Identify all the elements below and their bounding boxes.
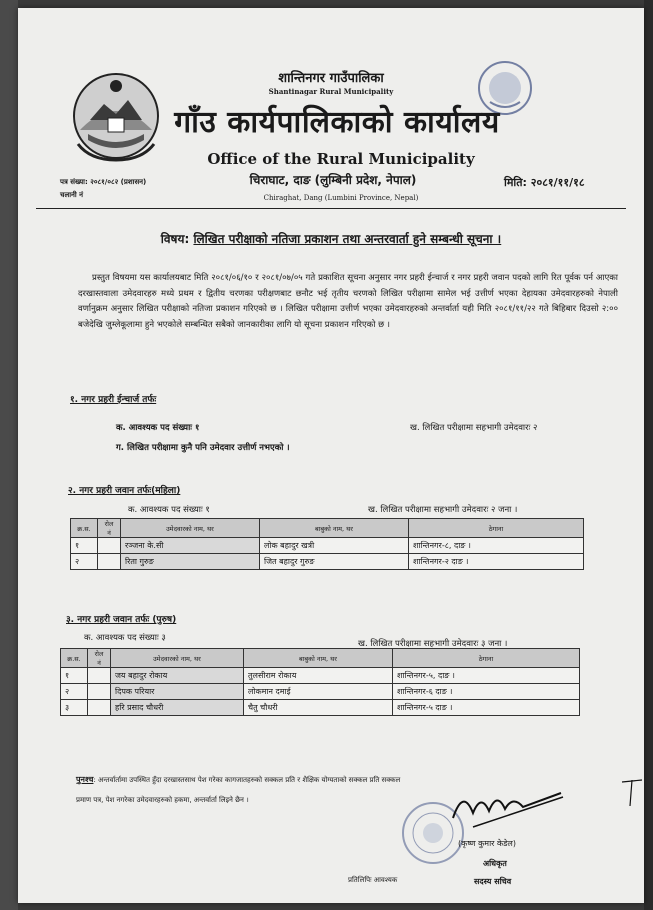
document-page bbox=[18, 8, 644, 903]
signatory-name: (कृष्ण कुमार केडेल) bbox=[458, 839, 516, 848]
cell-candidate: रञ्जना के.सी bbox=[121, 538, 260, 554]
letter-date: मिति: २०८१/११/१८ bbox=[504, 176, 585, 189]
body-paragraph: प्रस्तुत विषयमा यस कार्यालयबाट मिति २०८१/०६/१० र २०८१/०७/०५ गते प्रकाशित सूचना अनुसार नगर प्रहरी ईन्चार्ज र नगर प्रहरी जवान पदको लागि रित पूर्वक पर्न आएका दरखास्तवाला उमेदवारहरु मध्ये प्रथम र द्वितीय चरणका परीक्षणबाट छनौट भई तृतीय चरणको लिखित परीक्षामा सामेल भई उत्तीर्ण भएका देहायका उमेदवारहरुको नेपाली वर्णानुक्रम अनुसार लिखित परीक्षाको नतिजा प्रकाशन गरिएको छ । लिखित परीक्षामा उत्तीर्ण भएका उमेदवारहरुको अन्तर्वार्ता यही मिति २०८१/११/२२ गते बिहिबार दिउसो २:०० बजेदेखि जुम्लेकूलामा हुने भएकोले सम्बन्धित सबैको जानकारीका लागि यो सूचना प्रकाशन गरिएको छ । bbox=[78, 273, 618, 330]
signature-icon bbox=[443, 783, 573, 833]
section-3-table bbox=[60, 648, 580, 716]
postscript-text-2: प्रमाण पत्र, पेश नगरेका उमेदवारहरुको हकमा, अन्तर्वार्ता लिइने छैन । bbox=[76, 796, 249, 804]
cell-serial: १ bbox=[71, 538, 98, 554]
cell-address: शान्तिनगर-६ दाङ । bbox=[393, 684, 580, 700]
table-row bbox=[71, 554, 584, 570]
signatory-role-2: सदस्य सचिव bbox=[474, 877, 512, 886]
cell-roll bbox=[98, 538, 121, 554]
col-roll: रोल नं bbox=[88, 649, 111, 668]
dispatch-number: चलानी नं bbox=[60, 191, 84, 199]
col-father: बाबुको नाम, थर bbox=[260, 519, 409, 538]
section-2-table bbox=[70, 518, 584, 570]
subject-line bbox=[18, 230, 644, 247]
postscript-text-1: : अन्तर्वार्तामा उपस्थित हुँदा दरखास्तसाथ पेश गरेका कागजातहरुको सक्कल प्रति र शैक्षिक योग्यताको सक्कल प्रति सक्कल bbox=[93, 776, 401, 784]
section-2-participants: ख. लिखित परीक्षामा सहभागी उमेदवारः २ जना । bbox=[368, 505, 518, 515]
cell-father: चैतु चौधरी bbox=[244, 700, 393, 716]
table-row bbox=[61, 700, 580, 716]
cell-address: शान्तिनगर-५, दाङ । bbox=[393, 668, 580, 684]
section-2-required: क. आवश्यक पद संख्याः १ bbox=[128, 505, 210, 515]
section-1-participants: ख. लिखित परीक्षामा सहभागी उमेदवारः २ bbox=[410, 423, 538, 433]
col-roll: रोल नं bbox=[98, 519, 121, 538]
postscript-lead: पुनश्च bbox=[76, 775, 94, 784]
header-divider bbox=[36, 208, 626, 209]
section-1-result: ग. लिखित परीक्षामा कुनै पनि उमेदवार उत्तीर्ण नभएको । bbox=[116, 443, 290, 453]
col-address: ठेगाना bbox=[393, 649, 580, 668]
table-row bbox=[71, 538, 584, 554]
section-3-participants: ख. लिखित परीक्षामा सहभागी उमेदवारः ३ जना । bbox=[358, 639, 508, 649]
cell-serial: २ bbox=[71, 554, 98, 570]
address-en: Chiraghat, Dang (Lumbini Province, Nepal) bbox=[263, 194, 419, 202]
section-3-title: ३. नगर प्रहरी जवान तर्फः (पुरुष) bbox=[66, 615, 177, 625]
section-2-title: २. नगर प्रहरी जवान तर्फः(महिला) bbox=[68, 486, 181, 496]
col-serial: क्र.स. bbox=[61, 649, 88, 668]
cell-serial: ३ bbox=[61, 700, 88, 716]
cell-address: शान्तिनगर-५ दाङ । bbox=[393, 700, 580, 716]
section-1-required: क. आवश्यक पद संख्याः १ bbox=[116, 423, 200, 433]
reference-block bbox=[60, 176, 146, 202]
col-candidate: उमेदवारको नाम, थर bbox=[111, 649, 244, 668]
cell-address: शान्तिनगर-२ दाङ । bbox=[409, 554, 584, 570]
cell-father: जित बहादुर गुरुङ bbox=[260, 554, 409, 570]
municipality-name-en: Shantinagar Rural Municipality bbox=[268, 87, 394, 96]
subject-text: लिखित परीक्षाको नतिजा प्रकाशन तथा अन्तरवार्ता हुने सम्बन्धी सूचना । bbox=[193, 232, 502, 246]
office-title-en: Office of the Rural Municipality bbox=[207, 150, 475, 168]
col-address: ठेगाना bbox=[409, 519, 584, 538]
cell-roll bbox=[88, 700, 111, 716]
col-father: बाबुको नाम, थर bbox=[244, 649, 393, 668]
reference-number: पत्र संख्या: २०८१/०८२ (प्रशासन) bbox=[60, 178, 147, 186]
pen-mark-icon bbox=[618, 776, 644, 810]
cell-father: लोक बहादुर खत्री bbox=[260, 538, 409, 554]
background-left-edge bbox=[0, 0, 18, 910]
cell-roll bbox=[98, 554, 121, 570]
cell-father: लोकमान दमाई bbox=[244, 684, 393, 700]
municipality-name-np: शान्तिनगर गाउँपालिका bbox=[278, 71, 384, 86]
section-3-required: क. आवश्यक पद संख्याः ३ bbox=[84, 633, 166, 643]
section-1-title: १. नगर प्रहरी ईन्चार्ज तर्फः bbox=[70, 395, 157, 405]
cell-roll bbox=[88, 684, 111, 700]
cell-candidate: हरि प्रसाद चौधरी bbox=[111, 700, 244, 716]
cell-father: तुलसीराम रोकाय bbox=[244, 668, 393, 684]
table-header-row bbox=[61, 649, 580, 668]
subject-label: विषय: bbox=[160, 232, 190, 246]
office-title-np: गाँउ कार्यपालिकाको कार्यालय bbox=[174, 105, 500, 140]
col-serial: क्र.स. bbox=[71, 519, 98, 538]
cell-candidate: दिपक परियार bbox=[111, 684, 244, 700]
col-candidate: उमेदवारको नाम, थर bbox=[121, 519, 260, 538]
copy-to-label: प्रतिलिपिः आवश्यक bbox=[348, 876, 398, 884]
cell-address: शान्तिनगर-८, दाङ । bbox=[409, 538, 584, 554]
cell-candidate: रिता गुरुङ bbox=[121, 554, 260, 570]
background-right-edge bbox=[644, 0, 653, 910]
signatory-role-1: अधिकृत bbox=[483, 859, 507, 868]
table-row bbox=[61, 668, 580, 684]
cell-roll bbox=[88, 668, 111, 684]
table-header-row bbox=[71, 519, 584, 538]
cell-serial: २ bbox=[61, 684, 88, 700]
address-np: चिराघाट, दाङ (लुम्बिनी प्रदेश, नेपाल) bbox=[249, 173, 417, 187]
cell-serial: १ bbox=[61, 668, 88, 684]
cell-candidate: जय बहादुर रोकाय bbox=[111, 668, 244, 684]
table-row bbox=[61, 684, 580, 700]
